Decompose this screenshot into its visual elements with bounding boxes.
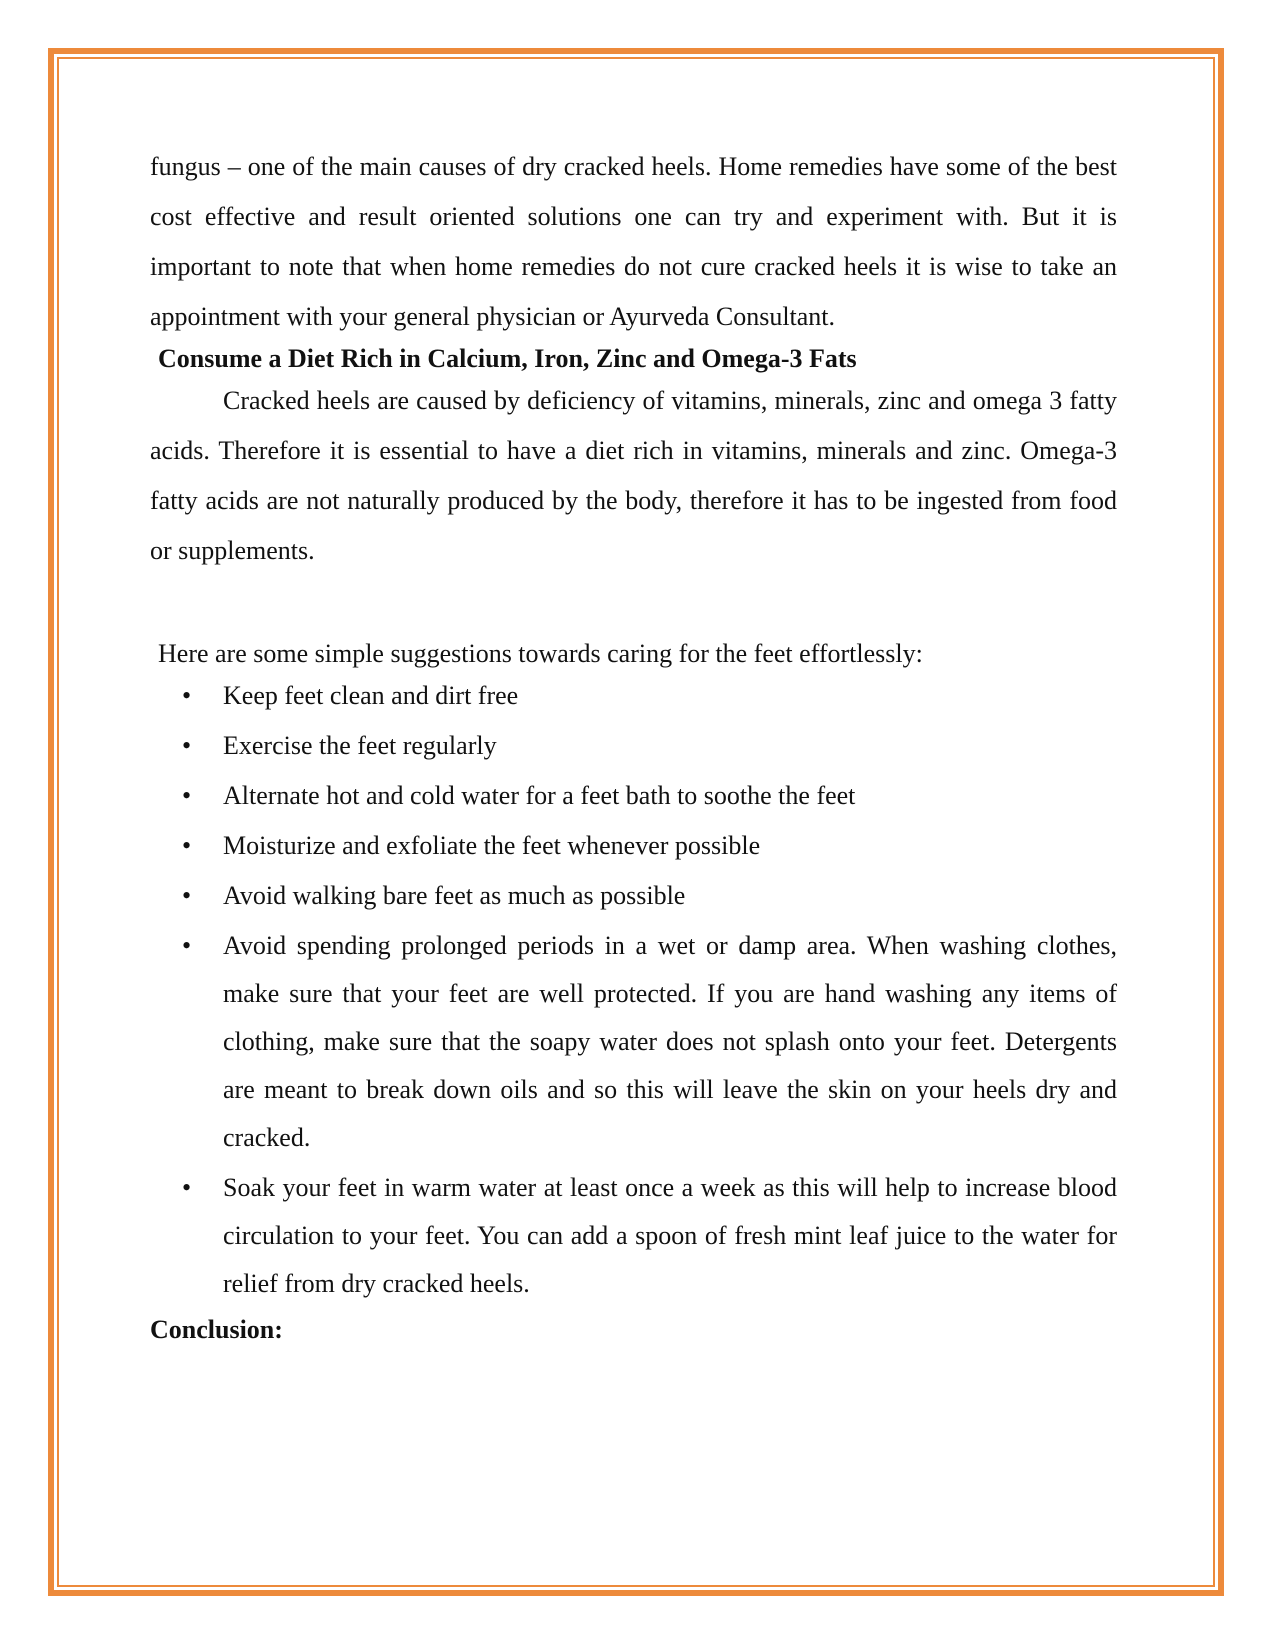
bullet-icon: • xyxy=(182,931,192,960)
document-body xyxy=(150,142,1117,1350)
list-item-text: Alternate hot and cold water for a feet bath to soothe the feet xyxy=(223,781,856,810)
list-item-text: Exercise the feet regularly xyxy=(223,731,497,760)
paragraph-diet: Cracked heels are caused by deficiency of vitamins, minerals, zinc and omega 3 fatty acids. Therefore it is essential to have a diet rich in vitamins, minerals and zinc. Omega-3 fatty acids are not naturally produced by the body, therefore it has to be ingested from food or supplements. xyxy=(150,386,1117,565)
list-item-text: Avoid spending prolonged periods in a wet or damp area. When washing clothes, make sure that your feet are well protected. If you are hand washing any items of clothing, make sure that the soapy water does not splash onto your feet. Detergents are meant to break down oils and so this will leave the skin on your heels dry and cracked. xyxy=(223,931,1117,1152)
bullet-icon: • xyxy=(182,781,192,810)
list-item xyxy=(150,672,1117,720)
list-item-text: Soak your feet in warm water at least once a week as this will help to increase blood circulation to your feet. You can add a spoon of fresh mint leaf juice to the water for relief from dry cracked heels. xyxy=(223,1173,1117,1298)
list-item-text: Keep feet clean and dirt free xyxy=(223,681,519,710)
list-item xyxy=(150,922,1117,1162)
list-item xyxy=(150,872,1117,920)
bullet-icon: • xyxy=(182,881,192,910)
suggestions-intro: Here are some simple suggestions towards caring for the feet effortlessly: xyxy=(158,639,923,668)
bullet-icon: • xyxy=(182,681,192,710)
paragraph-home-remedies: fungus – one of the main causes of dry cracked heels. Home remedies have some of the best cost effective and result oriented solutions one can try and experiment with. But it is important to note that when home remedies do not cure cracked heels it is wise to take an appointment with your general physician or Ayurveda Consultant. xyxy=(150,152,1117,331)
section-heading-diet: Consume a Diet Rich in Calcium, Iron, Zinc and Omega-3 Fats xyxy=(158,344,857,373)
list-item-text: Moisturize and exfoliate the feet whenever possible xyxy=(223,831,761,860)
list-item xyxy=(150,772,1117,820)
suggestions-list xyxy=(150,672,1117,1308)
list-item xyxy=(150,722,1117,770)
bullet-icon: • xyxy=(182,1173,192,1202)
bullet-icon: • xyxy=(182,731,192,760)
section-heading-conclusion: Conclusion: xyxy=(150,1315,283,1344)
list-item-text: Avoid walking bare feet as much as possible xyxy=(223,881,686,910)
bullet-icon: • xyxy=(182,831,192,860)
list-item xyxy=(150,1164,1117,1308)
list-item xyxy=(150,822,1117,870)
